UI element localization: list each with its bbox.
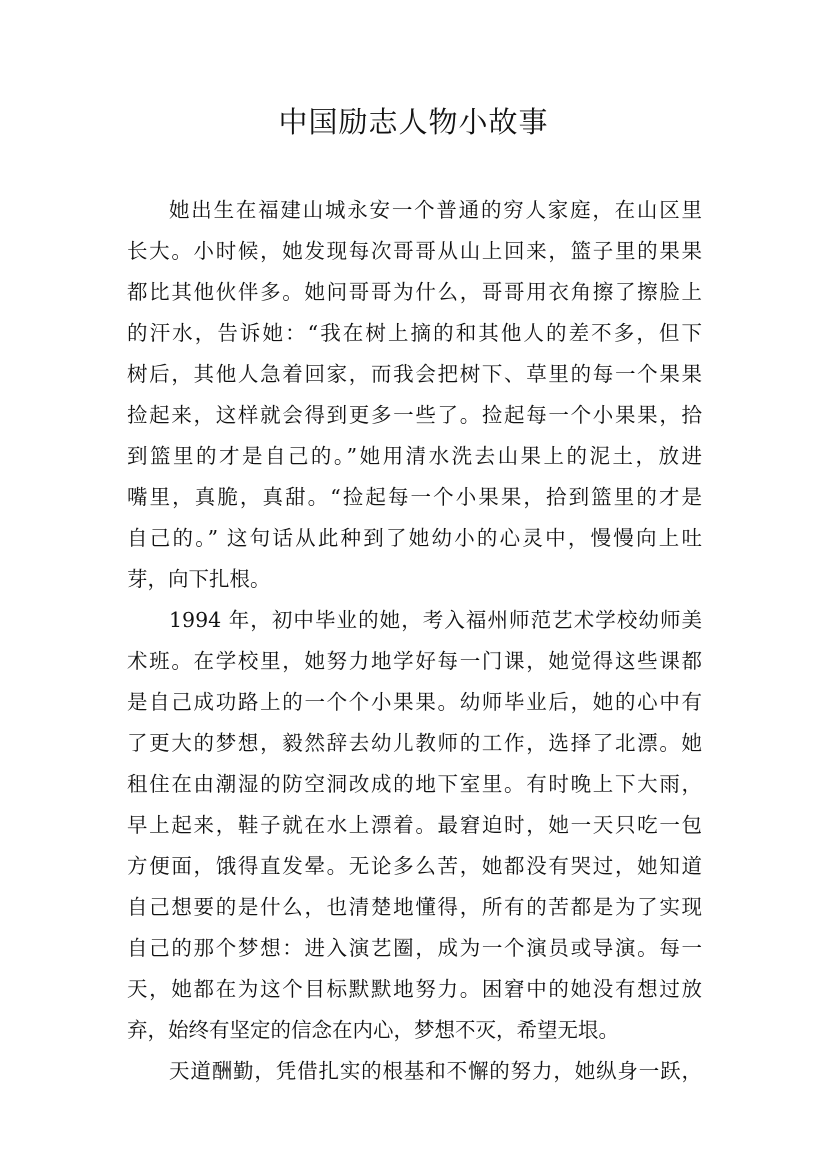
- text-line: 都比其他伙伴多。她问哥哥为什么，哥哥用衣角擦了擦脸上: [127, 280, 702, 304]
- text-line: 术班。在学校里，她努力地学好每一门课，她觉得这些课都: [127, 649, 702, 673]
- text-line: 嘴里，真脆，真甜。“捡起每一个小果果，拾到篮里的才是: [127, 485, 702, 509]
- text-line: 自己想要的是什么，也清楚地懂得，所有的苦都是为了实现: [127, 895, 702, 919]
- text-line: 捡起来，这样就会得到更多一些了。捡起每一个小果果，拾: [127, 403, 702, 427]
- text-line: 芽，向下扎根。: [127, 567, 271, 591]
- text-line: 早上起来，鞋子就在水上漂着。最窘迫时，她一天只吃一包: [127, 813, 702, 837]
- text-line: 树后，其他人急着回家，而我会把树下、草里的每一个果果: [127, 362, 702, 386]
- text-line: 是自己成功路上的一个个小果果。幼师毕业后，她的心中有: [127, 690, 702, 714]
- text-line: 租住在由潮湿的防空洞改成的地下室里。有时晚上下大雨，: [127, 772, 702, 796]
- text-line: 自己的那个梦想：进入演艺圈，成为一个演员或导演。每一: [127, 936, 702, 960]
- text-line: 自己的。” 这句话从此种到了她幼小的心灵中，慢慢向上吐: [127, 526, 702, 550]
- text-line: 的汗水，告诉她：“我在树上摘的和其他人的差不多，但下: [127, 321, 702, 345]
- text-line: 她出生在福建山城永安一个普通的穷人家庭，在山区里: [169, 198, 702, 222]
- text-line: 到篮里的才是自己的。”她用清水洗去山果上的泥土，放进: [127, 444, 702, 468]
- document-body: [127, 190, 702, 1092]
- paragraph: [127, 190, 702, 600]
- text-line: 天，她都在为这个目标默默地努力。困窘中的她没有想过放: [127, 977, 702, 1001]
- text-line: 方便面，饿得直发晕。无论多么苦，她都没有哭过，她知道: [127, 854, 702, 878]
- paragraph: [127, 1051, 702, 1092]
- paragraph: [127, 600, 702, 1051]
- document-title: 中国励志人物小故事: [278, 105, 549, 139]
- text-line: 弃，始终有坚定的信念在内心，梦想不灭，希望无垠。: [127, 1018, 619, 1042]
- text-line: 了更大的梦想，毅然辞去幼儿教师的工作，选择了北漂。她: [127, 731, 702, 755]
- text-line: 长大。小时候，她发现每次哥哥从山上回来，篮子里的果果: [127, 239, 702, 263]
- text-line: 1994 年，初中毕业的她，考入福州师范艺术学校幼师美: [169, 608, 702, 632]
- text-line: 天道酬勤，凭借扎实的根基和不懈的努力，她纵身一跃，: [169, 1059, 702, 1083]
